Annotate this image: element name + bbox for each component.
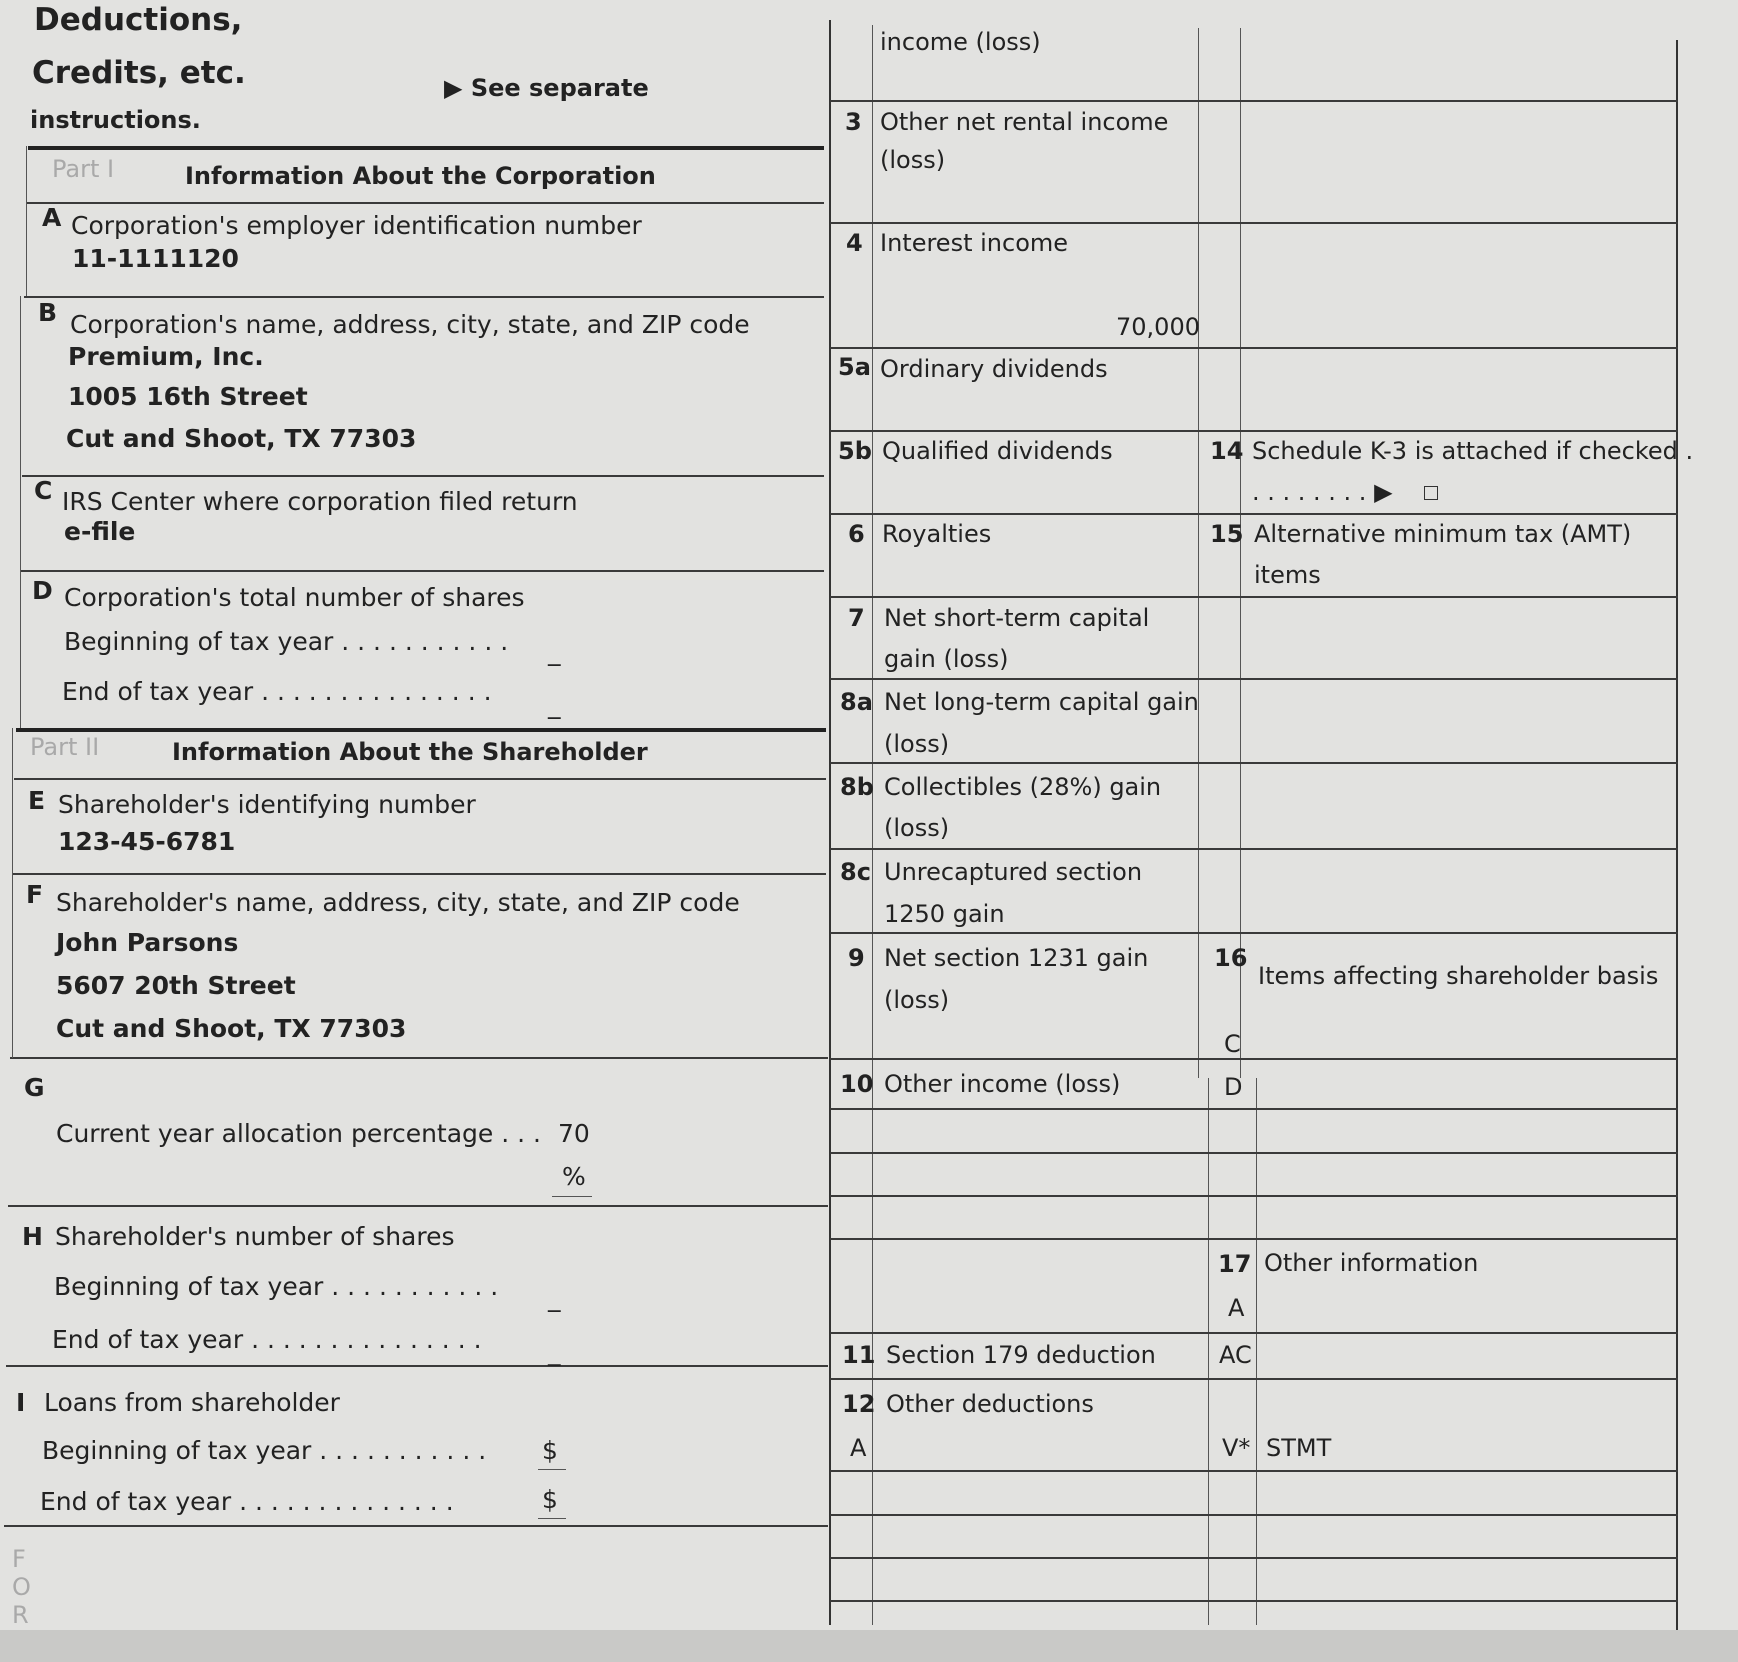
line7-num: 7 — [848, 604, 865, 632]
rule — [12, 728, 13, 1058]
corp-shares-begin-label: Beginning of tax year . . . . . . . . . . . — [64, 627, 509, 656]
line5b-num: 5b — [838, 437, 872, 465]
instructions-text: instructions. — [30, 106, 201, 134]
part2-top-rule — [16, 728, 826, 732]
rule — [830, 1108, 1678, 1110]
allocation-pct-unit: % — [562, 1162, 586, 1191]
line15-label2: items — [1254, 561, 1321, 589]
interest-income-value: 70,000 — [1116, 313, 1200, 341]
line8a-label2: (loss) — [884, 730, 950, 758]
rule — [538, 1469, 566, 1470]
line16-label: Items affecting shareholder basis — [1258, 962, 1659, 990]
line5a-label: Ordinary dividends — [880, 355, 1108, 383]
line14-label: Schedule K-3 is attached if checked . — [1252, 437, 1694, 465]
line12-num: 12 — [842, 1390, 876, 1418]
line10-num: 10 — [840, 1070, 874, 1098]
rule — [830, 678, 1678, 680]
ein-label: Corporation's employer identification number — [71, 211, 642, 240]
rule — [830, 1470, 1678, 1472]
line2-cont-label: income (loss) — [880, 28, 1041, 56]
corp-shares-begin-value: _ — [548, 637, 561, 666]
shareholder-id-label: Shareholder's identifying number — [58, 790, 476, 819]
rule — [830, 1600, 1678, 1602]
corp-shares-end-value: _ — [548, 690, 561, 719]
line5b-label: Qualified dividends — [882, 437, 1113, 465]
part2-tag: Part II — [30, 733, 100, 761]
shareholder-street: 5607 20th Street — [56, 971, 296, 1000]
box-a-letter: A — [42, 203, 62, 232]
corp-name: Premium, Inc. — [68, 342, 264, 371]
rule — [14, 778, 826, 780]
line7-label: Net short-term capital — [884, 604, 1150, 632]
shareholder-shares-begin-label: Beginning of tax year . . . . . . . . . . . — [54, 1272, 499, 1301]
rule — [830, 100, 1678, 102]
part2-title: Information About the Shareholder — [172, 738, 648, 766]
line6-num: 6 — [848, 520, 865, 548]
line16-code-c: C — [1224, 1030, 1241, 1058]
rule — [830, 1332, 1678, 1334]
shareholder-name-label: Shareholder's name, address, city, state, and ZIP code — [56, 888, 740, 917]
shareholder-shares-end-value: _ — [548, 1337, 561, 1366]
line9-num: 9 — [848, 944, 865, 972]
box-f-letter: F — [26, 880, 44, 909]
shareholder-shares-begin-value: _ — [548, 1283, 561, 1312]
allocation-pct-value: 70 — [558, 1119, 590, 1148]
part1-top-rule — [28, 146, 824, 150]
box-c-letter: C — [34, 476, 53, 505]
corp-city: Cut and Shoot, TX 77303 — [66, 424, 417, 453]
box-b-letter: B — [38, 298, 58, 327]
line17-stmt: STMT — [1266, 1434, 1332, 1462]
rule — [26, 146, 27, 296]
line5a-num: 5a — [838, 353, 871, 381]
k3-attached-checkbox[interactable] — [1424, 486, 1438, 500]
line15-label: Alternative minimum tax (AMT) — [1254, 520, 1632, 548]
line7-label2: gain (loss) — [884, 645, 1009, 673]
ein-value: 11-1111120 — [72, 244, 239, 273]
line10-label: Other income (loss) — [884, 1070, 1121, 1098]
line16-code-d: D — [1224, 1073, 1243, 1101]
box-e-letter: E — [28, 786, 46, 815]
corp-shares-end-label: End of tax year . . . . . . . . . . . . . . . — [62, 677, 492, 706]
rule — [830, 1195, 1678, 1197]
corp-street: 1005 16th Street — [68, 382, 308, 411]
allocation-pct-label: Current year allocation percentage . . . — [56, 1119, 541, 1148]
line4-num: 4 — [846, 229, 863, 257]
line8c-label: Unrecaptured section — [884, 858, 1143, 886]
rule — [830, 1058, 1678, 1060]
line6-label: Royalties — [882, 520, 992, 548]
title-line1: Deductions, — [34, 2, 243, 38]
loans-begin-label: Beginning of tax year . . . . . . . . . . . — [42, 1436, 487, 1465]
rule — [1198, 28, 1199, 1078]
part1-title: Information About the Corporation — [185, 162, 656, 190]
line17-code-a: A — [1228, 1294, 1245, 1322]
side-letters: F O R — [12, 1545, 31, 1629]
rule — [10, 1057, 828, 1059]
rule — [830, 596, 1678, 598]
shareholder-shares-label: Shareholder's number of shares — [55, 1222, 455, 1251]
line8b-label: Collectibles (28%) gain — [884, 773, 1162, 801]
rule — [830, 1378, 1678, 1380]
rule — [26, 202, 824, 204]
line14-dots: . . . . . . . . ▶ — [1252, 478, 1393, 506]
line17-code-ac: AC — [1219, 1341, 1252, 1369]
irs-center-label: IRS Center where corporation filed return — [62, 487, 578, 516]
rule — [1240, 28, 1241, 1078]
line3-label2: (loss) — [880, 146, 946, 174]
loans-label: Loans from shareholder — [44, 1388, 340, 1417]
line11-label: Section 179 deduction — [886, 1341, 1156, 1369]
box-d-letter: D — [32, 576, 53, 605]
line11-num: 11 — [842, 1341, 876, 1369]
shareholder-shares-end-label: End of tax year . . . . . . . . . . . . . . . — [52, 1325, 482, 1354]
line3-num: 3 — [845, 108, 862, 136]
line17-code-v: V* — [1222, 1434, 1251, 1462]
part1-tag: Part I — [52, 155, 115, 183]
loans-begin-value: $ — [542, 1436, 558, 1465]
line17-num: 17 — [1218, 1250, 1252, 1278]
rule — [830, 347, 1678, 349]
right-border — [1676, 40, 1678, 1630]
rule — [830, 1238, 1678, 1240]
center-divider — [829, 20, 831, 1625]
shareholder-id-value: 123-45-6781 — [58, 827, 236, 856]
rule — [1208, 1078, 1209, 1625]
line14-num: 14 — [1210, 437, 1244, 465]
box-i-letter: I — [16, 1388, 26, 1417]
line3-label: Other net rental income — [880, 108, 1169, 136]
line12-code-a: A — [850, 1434, 867, 1462]
rule — [830, 513, 1678, 515]
loans-end-label: End of tax year . . . . . . . . . . . . . . — [40, 1487, 454, 1516]
loans-end-value: $ — [542, 1485, 558, 1514]
rule — [1256, 1078, 1257, 1625]
line16-num: 16 — [1214, 944, 1248, 972]
line8c-num: 8c — [840, 858, 871, 886]
line8b-num: 8b — [840, 773, 874, 801]
rule — [22, 475, 824, 477]
rule — [830, 1557, 1678, 1559]
line8c-label2: 1250 gain — [884, 900, 1005, 928]
rule — [8, 1205, 828, 1207]
rule — [20, 296, 21, 728]
rule — [830, 430, 1678, 432]
rule — [872, 25, 873, 1625]
rule — [4, 1525, 828, 1527]
rule — [12, 873, 826, 875]
shareholder-city: Cut and Shoot, TX 77303 — [56, 1014, 407, 1043]
line8a-num: 8a — [840, 688, 873, 716]
rule — [830, 848, 1678, 850]
rule — [830, 1152, 1678, 1154]
rule — [830, 762, 1678, 764]
line8b-label2: (loss) — [884, 814, 950, 842]
rule — [20, 570, 824, 572]
line9-label2: (loss) — [884, 986, 950, 1014]
line8a-label: Net long-term capital gain — [884, 688, 1199, 716]
shareholder-name: John Parsons — [56, 928, 239, 957]
title-line2: Credits, etc. — [32, 55, 246, 91]
corp-name-label: Corporation's name, address, city, state, and ZIP code — [70, 310, 750, 339]
line17-label: Other information — [1264, 1249, 1479, 1277]
irs-center-value: e-file — [64, 517, 136, 546]
line15-num: 15 — [1210, 520, 1244, 548]
line4-label: Interest income — [880, 229, 1069, 257]
see-separate-text: ▶ See separate — [444, 74, 649, 102]
rule — [830, 222, 1678, 224]
rule — [552, 1196, 592, 1197]
box-h-letter: H — [22, 1222, 43, 1251]
rule — [830, 932, 1678, 934]
corp-shares-label: Corporation's total number of shares — [64, 583, 525, 612]
rule — [6, 1365, 828, 1367]
rule — [24, 296, 824, 298]
rule — [538, 1518, 566, 1519]
rule — [830, 1514, 1678, 1516]
box-g-letter: G — [24, 1073, 45, 1102]
line9-label: Net section 1231 gain — [884, 944, 1149, 972]
line12-label: Other deductions — [886, 1390, 1094, 1418]
